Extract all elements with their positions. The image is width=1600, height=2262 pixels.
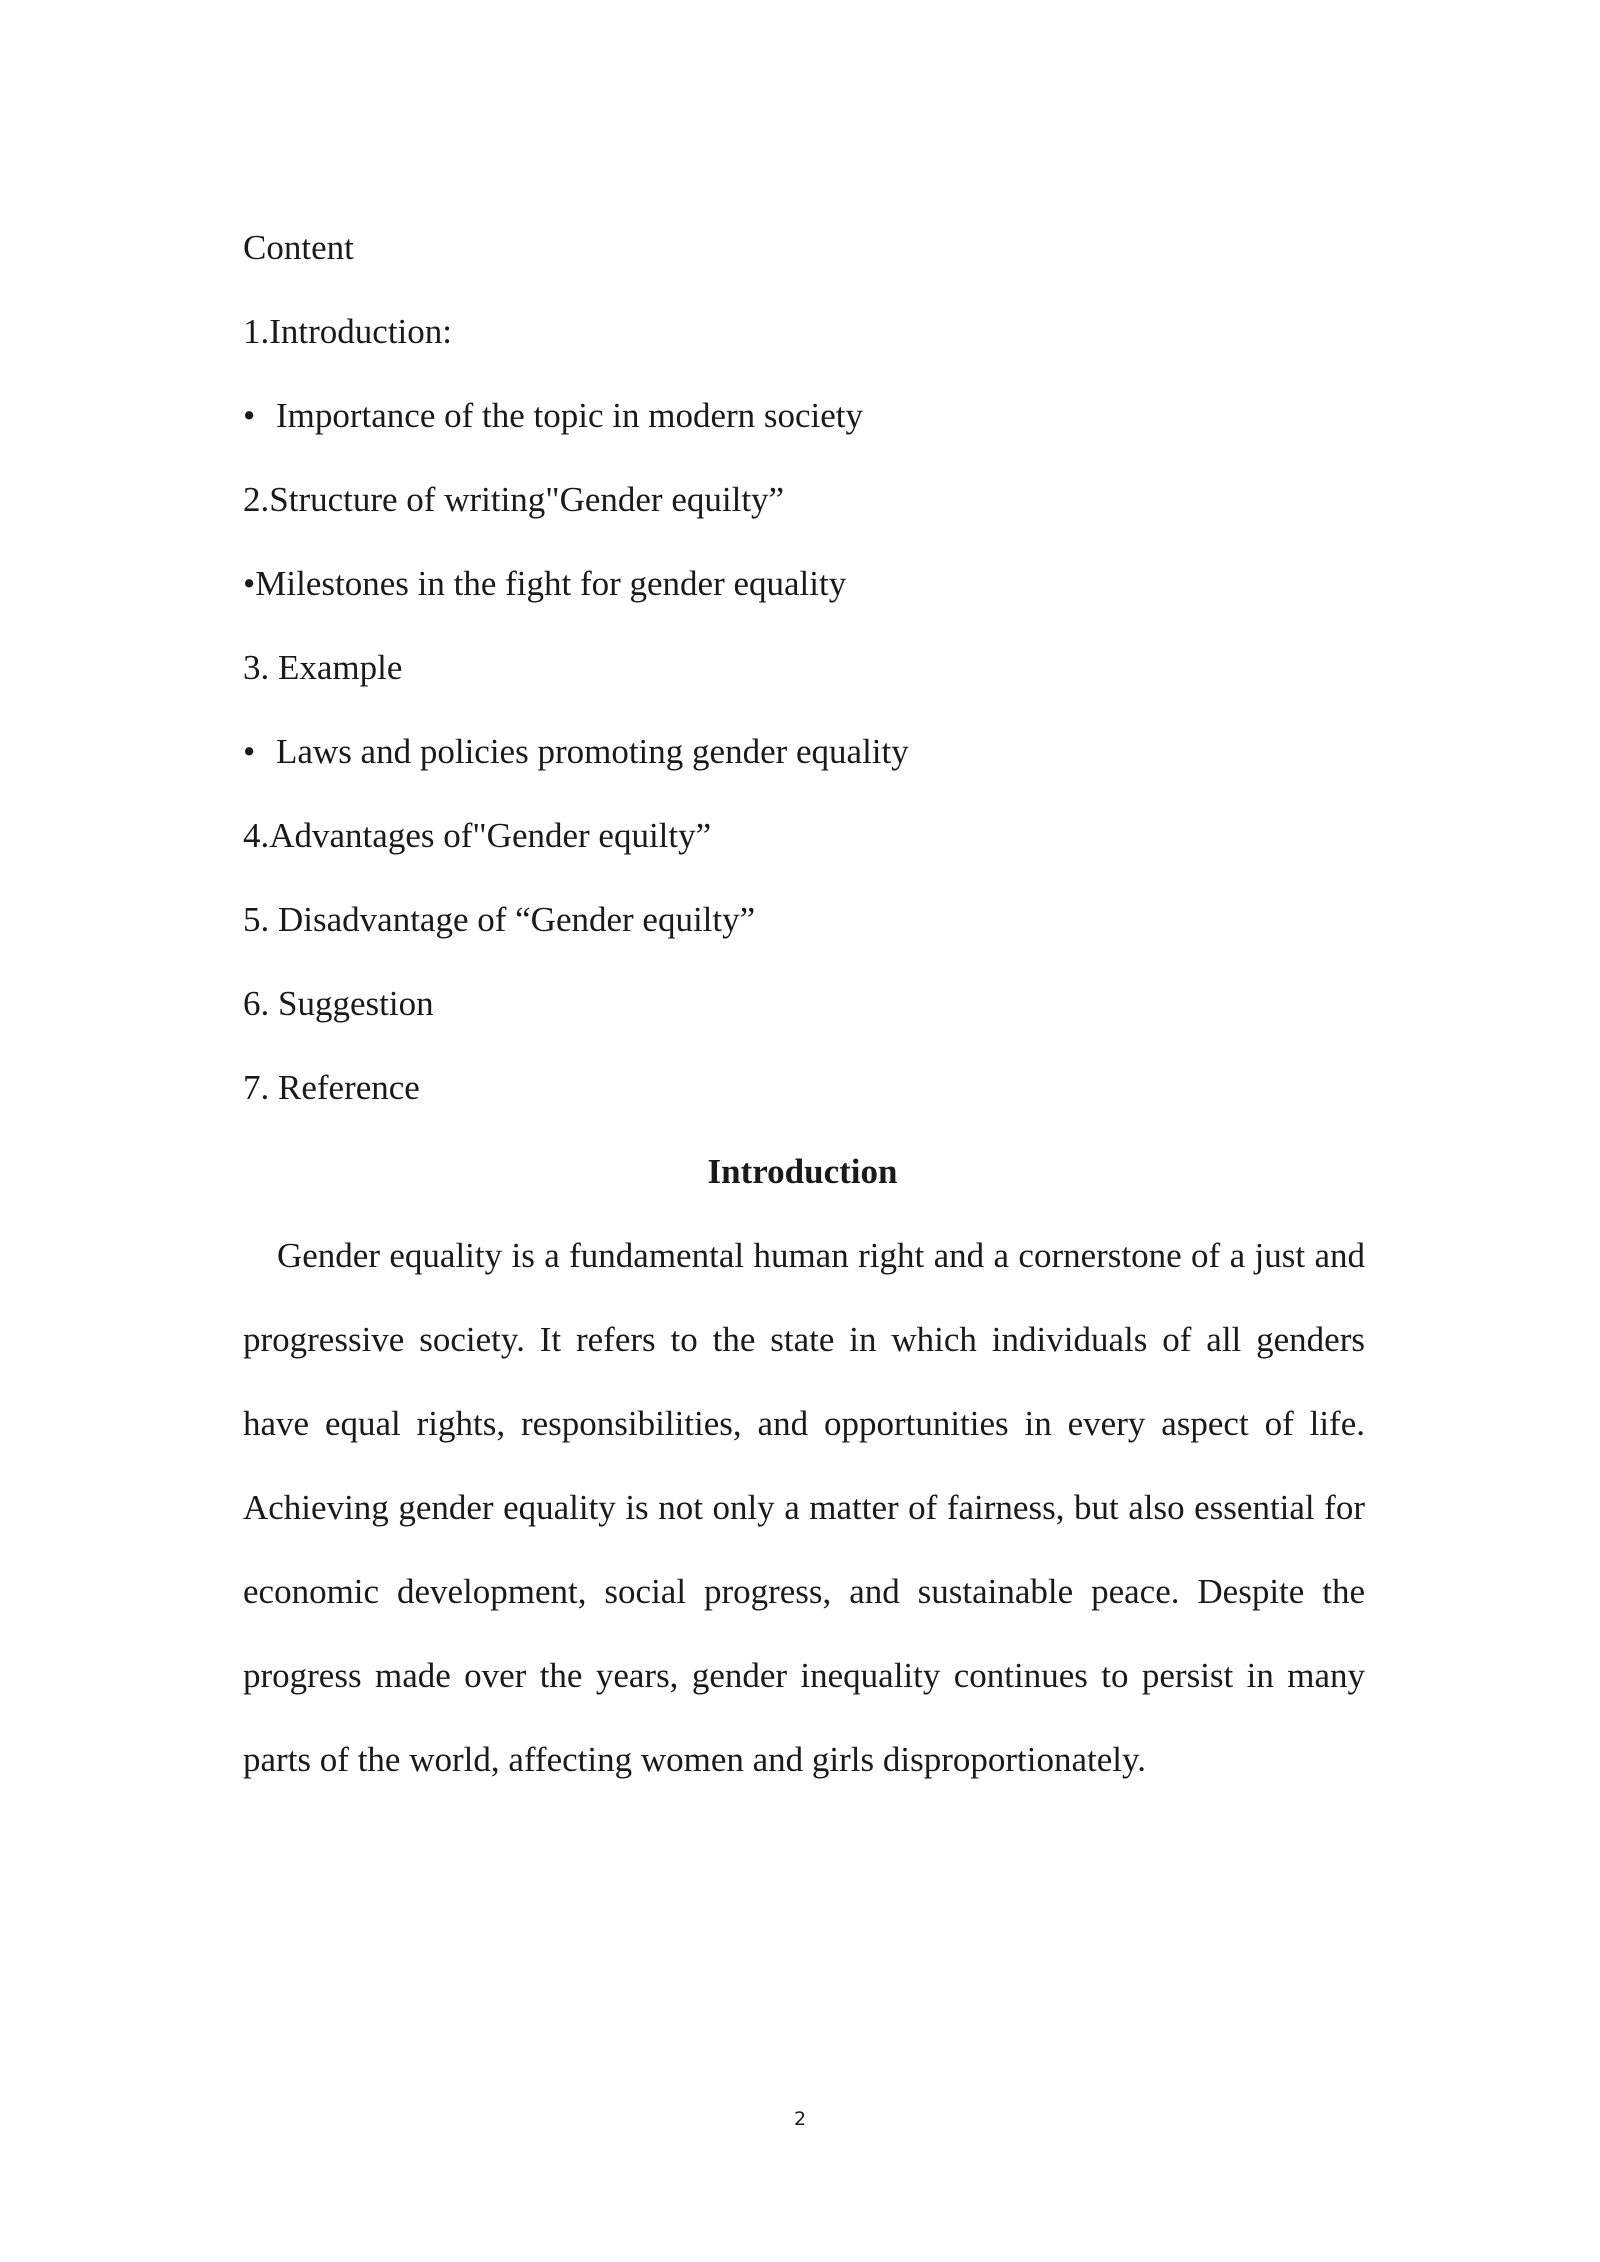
toc-item-text: 4.Advantages of"Gender equilty”: [243, 816, 712, 855]
toc-item: [243, 626, 1365, 710]
bullet-icon: •: [243, 564, 256, 603]
toc-item: [243, 794, 1365, 878]
toc-item-text: Laws and policies promoting gender equality: [276, 732, 909, 771]
toc-item-text: 7. Reference: [243, 1068, 420, 1107]
toc-item-text: 1.Introduction:: [243, 312, 452, 351]
page-number: 2: [793, 2108, 807, 2130]
toc-item: [243, 962, 1365, 1046]
toc-bullet-item: [243, 542, 1365, 626]
toc-item-text: Milestones in the fight for gender equality: [255, 564, 847, 603]
toc-bullet-item: [243, 710, 1365, 794]
toc-item: [243, 1046, 1365, 1130]
toc-item: [243, 458, 1365, 542]
toc-item-text: Importance of the topic in modern society: [276, 396, 864, 435]
introduction-paragraph: Gender equality is a fundamental human right and a cornerstone of a just and progressive society. It refers to the state in which individuals of all genders have equal rights, responsibilities, and opportunities in every aspect of life. Achieving gender equality is not only a matter of fairness, but also essential for economic development, social progress, and sustainable peace. Despite the progress made over the years, gender inequality continues to persist in many parts of the world, affecting women and girls disproportionately.: [243, 1236, 1365, 1779]
toc-item: [243, 290, 1365, 374]
toc-bullet-item: [243, 374, 1365, 458]
toc-item-text: 6. Suggestion: [243, 984, 434, 1023]
toc-item-text: 3. Example: [243, 648, 403, 687]
table-of-contents: [243, 290, 1365, 1130]
toc-item: [243, 878, 1365, 962]
page-content: [243, 206, 1365, 1802]
section-heading-introduction: Introduction: [707, 1152, 898, 1191]
toc-item-text: 2.Structure of writing"Gender equilty”: [243, 480, 785, 519]
bullet-icon: •: [243, 396, 256, 435]
toc-item-text: 5. Disadvantage of “Gender equilty”: [243, 900, 756, 939]
toc-title: Content: [243, 228, 354, 267]
bullet-icon: •: [243, 732, 256, 771]
